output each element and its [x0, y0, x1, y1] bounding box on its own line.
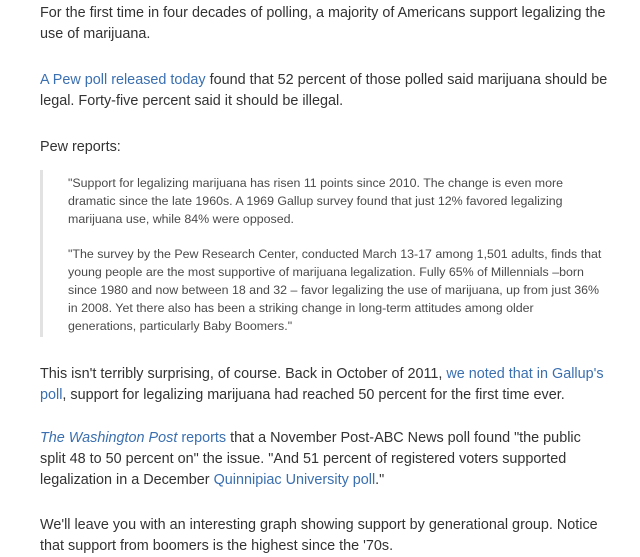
paragraph-washington-post-end: ."	[375, 472, 385, 488]
pew-poll-link[interactable]: A Pew poll released today	[40, 72, 206, 88]
paragraph-pew-reports: Pew reports:	[40, 139, 121, 155]
quote-paragraph-survey: "The survey by the Pew Research Center, conducted March 13-17 among 1,501 adults, finds that young people are the most supportive of marijuana legalization. Fully 65% of Millennials –born since 1980 and now between 18 and 32 – favor legalizing the use of marijuana, up from just 36% in 2008. Yet there also has been a striking change in long-term attitudes among older generations, particularly Baby Boomers."	[68, 247, 602, 333]
paragraph-graph-intro: We'll leave you with an interesting graph showing support by generational group. Notice that support from boomers is the highest since the '70s.	[40, 517, 598, 554]
paragraph-gallup-text-end: , support for legalizing marijuana had reached 50 percent for the first time ever.	[62, 387, 565, 403]
reports-link[interactable]: reports	[181, 430, 227, 446]
paragraph-washington-post-text: that a November Post-ABC News poll found "the public split 48 to 50 percent on" the issue. "And 51 percent of registered voters supported legalization in a December	[40, 430, 581, 488]
gallup-poll-link[interactable]: we noted that in Gallup's poll	[40, 366, 604, 403]
paragraph-gallup-text-start: This isn't terribly surprising, of course. Back in October of 2011,	[40, 366, 447, 382]
quote-paragraph-gallup: "Support for legalizing marijuana has risen 11 points since 2010. The change is even more dramatic since the late 1960s. A 1969 Gallup survey found that just 12% favored legalizing marijuana use, while 84% were opposed.	[68, 176, 564, 226]
paragraph-pew-poll	[40, 70, 610, 112]
quinnipiac-poll-link[interactable]: Quinnipiac University poll	[213, 472, 376, 488]
paragraph-gallup	[40, 364, 610, 406]
pew-blockquote	[40, 170, 610, 337]
paragraph-pew-poll-text: found that 52 percent of those polled said marijuana should be legal. Forty-five percent said it should be illegal.	[40, 72, 608, 109]
paragraph-intro: For the first time in four decades of polling, a majority of Americans support legalizing the use of marijuana.	[40, 5, 606, 42]
washington-post-link[interactable]: The Washington Post	[40, 430, 178, 446]
paragraph-washington-post	[40, 428, 610, 491]
